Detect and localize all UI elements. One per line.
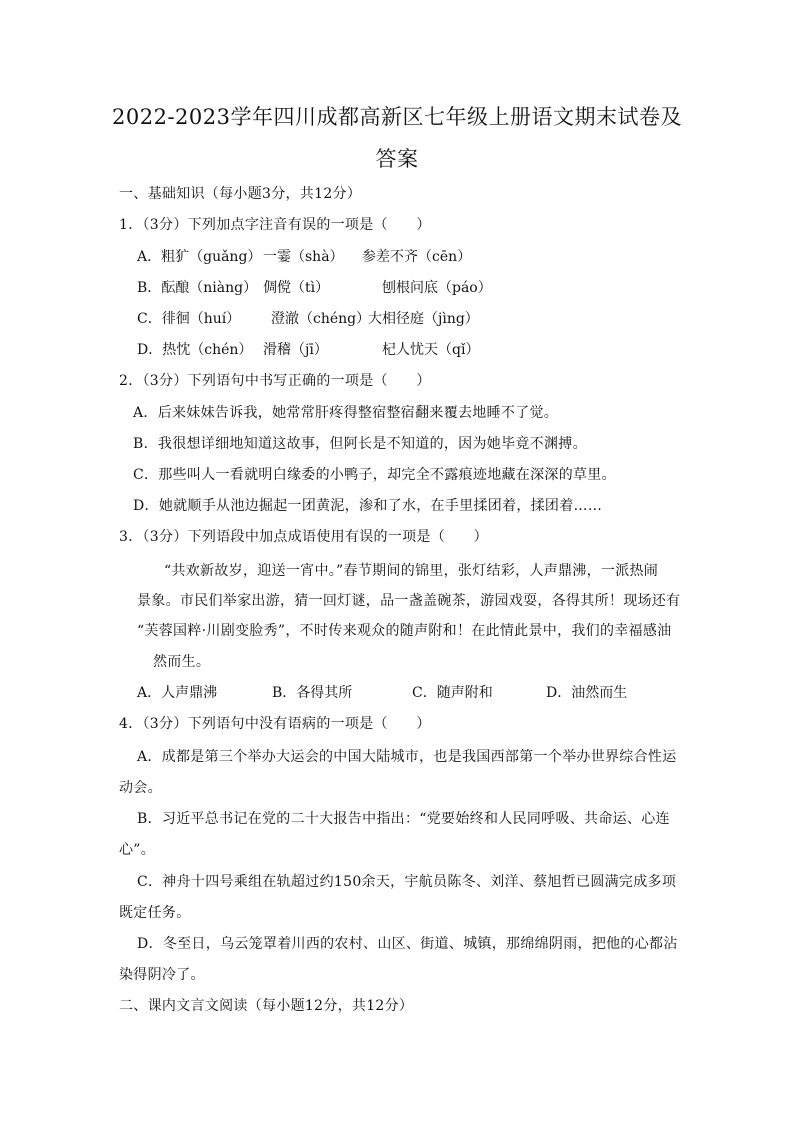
q1-option-d-item-1: D．热忱（chén） <box>137 342 253 358</box>
q1-option-a-item-2: 一霎（shà） <box>263 249 344 265</box>
question-4-stem: 4．（3分）下列语句中没有语病的一项是（ ） <box>119 716 431 732</box>
q3-option-b: B．各得其所 <box>272 685 353 701</box>
page-title-line1: 2022-2023学年四川成都高新区七年级上册语文期末试卷及 <box>112 105 682 129</box>
q1-option-b-item-2: 倜傥（tì） <box>263 280 330 296</box>
q1-option-a-item-3: 参差不齐（cēn） <box>362 249 472 265</box>
question-2-stem: 2．（3分）下列语句中书写正确的一项是（ ） <box>119 373 431 389</box>
question-3-stem: 3．（3分）下列语段中加点成语使用有误的一项是（ ） <box>119 529 488 545</box>
q2-option-b: B．我很想详细地知道这故事，但阿长是不知道的，因为她毕竟不渊搏。 <box>133 436 587 452</box>
q1-option-b-item-3: 刨根问底（páo） <box>382 280 492 296</box>
q4-option-c-line-2: 既定任务。 <box>119 905 191 921</box>
q1-option-c-item-1: C．徘徊（huí） <box>137 311 241 327</box>
q1-option-d-item-3: 杞人忧天（qǐ） <box>382 342 480 358</box>
q1-option-d-item-2: 滑稽（jī） <box>263 342 328 358</box>
q1-option-c-item-2: 澄澈（chéng） <box>271 311 371 327</box>
q4-option-b-line-2: 心”。 <box>119 842 156 858</box>
q2-option-c: C．那些叫人一看就明白缘委的小鸭子，却完全不露痕迹地藏在深深的草里。 <box>133 467 616 483</box>
q2-option-d: D．她就顺手从池边掘起一团黄泥，渗和了水，在手里揉团着，揉团着…… <box>133 498 603 514</box>
section-heading-classical-reading: 二、课内文言文阅读（每小题12分，共12分） <box>119 998 414 1014</box>
q4-option-a-line-2: 动会。 <box>119 780 162 796</box>
q4-option-d-line-1: D．冬至日，乌云笼罩着川西的农村、山区、街道、城镇，那绵绵阴雨，把他的心都沾 <box>137 936 678 952</box>
q4-option-d-line-2: 染得阴冷了。 <box>119 967 205 983</box>
q3-passage-line-2: 景象。市民们举家出游，猜一回灯谜，品一盏盖碗茶，游园戏耍，各得其所！现场还有 <box>137 593 681 609</box>
q1-option-a-item-1: A．粗犷（guǎng） <box>137 249 262 265</box>
q2-option-a: A．后来妹妹告诉我，她常常肝疼得整宿整宿翻来覆去地睡不了觉。 <box>133 405 559 421</box>
q1-option-b-item-1: B．酝酿（niàng） <box>137 280 258 296</box>
q1-option-c-item-3: 大相径庭（jìng） <box>368 311 479 327</box>
q3-option-a: A．人声鼎沸 <box>137 685 218 701</box>
q3-passage-line-3: “芙蓉国粹·川剧变脸秀”，不时传来观众的随声附和！在此情此景中，我们的幸福感油 <box>137 623 672 639</box>
q4-option-c-line-1: C．神舟十四号乘组在轨超过约150余天，宇航员陈冬、刘洋、蔡旭哲已圆满完成多项 <box>137 874 677 890</box>
q4-option-a-line-1: A．成都是第三个举办大运会的中国大陆城市，也是我国西部第一个举办世界综合性运 <box>137 749 677 765</box>
q3-passage-line-4: 然而生。 <box>153 654 211 670</box>
q4-option-b-line-1: B．习近平总书记在党的二十大报告中指出：“党要始终和人民同呼吸、共命运、心连 <box>137 811 670 827</box>
q3-option-c: C．随声附和 <box>412 685 493 701</box>
q3-passage-line-1: “共欢新故岁，迎送一宵中。”春节期间的锦里，张灯结彩，人声鼎沸，一派热闹 <box>164 563 659 579</box>
section-heading-basic-knowledge: 一、基础知识（每小题3分，共12分） <box>119 186 362 202</box>
page-title-line2: 答案 <box>375 147 419 171</box>
question-1-stem: 1．（3分）下列加点字注音有误的一项是（ ） <box>119 217 431 233</box>
q3-option-d: D．油然而生 <box>546 685 628 701</box>
